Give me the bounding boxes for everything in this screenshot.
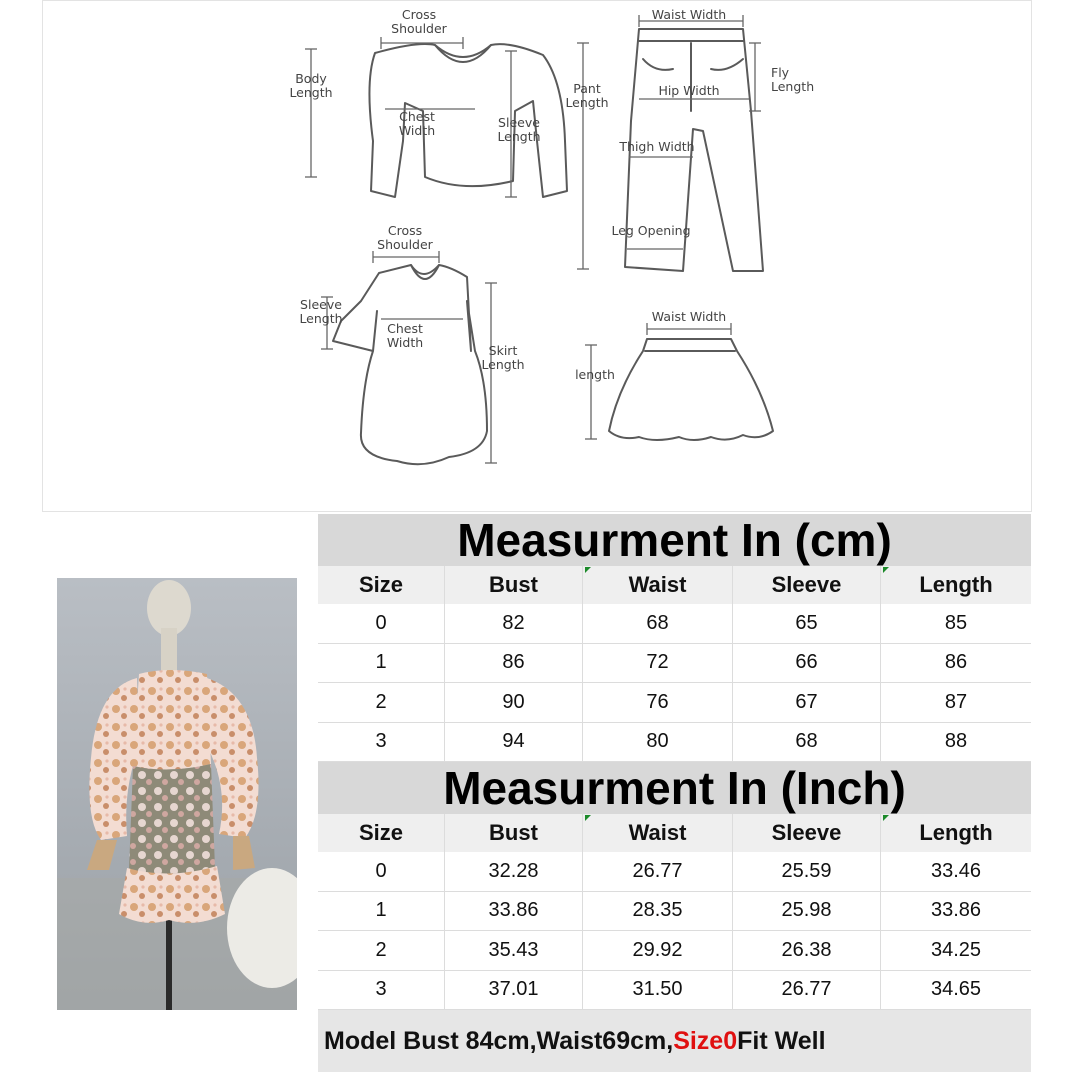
model-fit-note [318, 1010, 1031, 1072]
header-waist: Waist [583, 566, 733, 604]
table-cell: 67 [733, 683, 881, 722]
table-cell: 25.98 [733, 892, 881, 931]
product-photo [57, 578, 297, 1010]
table-cell: 86 [445, 644, 583, 683]
table-cell: 85 [944, 611, 968, 634]
table-cell: 66 [733, 644, 881, 683]
table-cell: 76 [583, 683, 733, 722]
table-cell: 32.28 [445, 852, 583, 891]
label-cross-shoulder-dress: Cross Shoulder [377, 223, 433, 252]
fit-note-size: Size0 [673, 1026, 738, 1055]
table-cell: 90 [445, 683, 583, 722]
table-cell: 33.86 [445, 892, 583, 931]
table-cell: 72 [583, 644, 733, 683]
table-cell: 26.38 [733, 931, 881, 970]
header-length: Length [881, 814, 1031, 852]
table-cell: 65 [733, 604, 881, 643]
cm-table-body [318, 604, 1031, 762]
label-body-length: Body Length [289, 71, 333, 100]
label-thigh-width: Thigh Width [619, 139, 695, 154]
header-waist: Waist [583, 814, 733, 852]
table-cell: 82 [445, 604, 583, 643]
table-row [318, 892, 1031, 932]
table-cell: 3 [318, 971, 445, 1010]
table-cell: 28.35 [583, 892, 733, 931]
inch-table-title: Measurment In (Inch) [318, 762, 1031, 814]
table-cell: 1 [318, 892, 445, 931]
garment-diagrams [43, 1, 1033, 513]
header-sleeve: Sleeve [733, 566, 881, 604]
label-chest-width-top: Chest Width [398, 109, 436, 138]
table-row [318, 971, 1031, 1011]
fit-note-suffix: Fit Well [737, 1026, 826, 1055]
table-row [318, 723, 1031, 763]
label-leg-opening: Leg Opening [611, 223, 691, 238]
comment-marker [585, 567, 591, 573]
table-cell: 2 [318, 931, 445, 970]
cm-table [318, 514, 1031, 762]
table-cell: 37.01 [445, 971, 583, 1010]
label-skirt-length-short: length [575, 367, 615, 382]
size-diagram-panel [42, 0, 1032, 512]
label-cross-shoulder-top: Cross Shoulder [391, 7, 447, 36]
table-cell: 0 [318, 604, 445, 643]
label-fly-length: Fly Length [771, 65, 815, 94]
label-sleeve-length-dress: Sleeve Length [299, 297, 343, 326]
table-cell: 35.43 [445, 931, 583, 970]
table-row [318, 683, 1031, 723]
table-cell: 34.65 [930, 978, 982, 1001]
header-size: Size [318, 566, 445, 604]
label-pant-length: Pant Length [565, 81, 609, 110]
inch-table-body [318, 852, 1031, 1010]
table-cell: 80 [583, 723, 733, 762]
table-cell: 87 [944, 690, 968, 713]
table-cell: 26.77 [733, 971, 881, 1010]
header-size: Size [318, 814, 445, 852]
table-cell: 68 [583, 604, 733, 643]
table-cell: 29.92 [583, 931, 733, 970]
fit-note-prefix: Model Bust 84cm,Waist69cm, [324, 1026, 674, 1055]
header-bust: Bust [445, 814, 583, 852]
header-sleeve: Sleeve [733, 814, 881, 852]
table-cell: 86 [944, 651, 968, 674]
inch-table [318, 762, 1031, 1010]
table-cell: 25.59 [733, 852, 881, 891]
table-cell: 1 [318, 644, 445, 683]
table-cell: 2 [318, 683, 445, 722]
label-waist-width-pants: Waist Width [651, 7, 727, 22]
label-hip-width: Hip Width [658, 83, 720, 98]
table-row [318, 931, 1031, 971]
table-cell: 0 [318, 852, 445, 891]
table-cell: 3 [318, 723, 445, 762]
table-cell: 33.46 [930, 859, 982, 882]
label-chest-width-dress: Chest Width [386, 321, 424, 350]
table-cell: 31.50 [583, 971, 733, 1010]
inch-table-header [318, 814, 1031, 852]
label-sleeve-length-top: Sleeve Length [497, 115, 541, 144]
comment-marker [585, 815, 591, 821]
cm-table-header [318, 566, 1031, 604]
table-cell: 34.25 [930, 938, 982, 961]
label-skirt-length: Skirt Length [481, 343, 525, 372]
cm-table-title: Measurment In (cm) [318, 514, 1031, 566]
dress-diagram [321, 251, 497, 464]
label-waist-width-skirt: Waist Width [651, 309, 727, 324]
comment-marker [883, 815, 889, 821]
table-row [318, 644, 1031, 684]
table-cell: 94 [445, 723, 583, 762]
header-bust: Bust [445, 566, 583, 604]
table-row [318, 604, 1031, 644]
table-cell: 68 [733, 723, 881, 762]
table-cell: 33.86 [930, 899, 982, 922]
table-cell: 26.77 [583, 852, 733, 891]
table-row [318, 852, 1031, 892]
header-length: Length [881, 566, 1031, 604]
comment-marker [883, 567, 889, 573]
table-cell: 88 [944, 730, 968, 753]
